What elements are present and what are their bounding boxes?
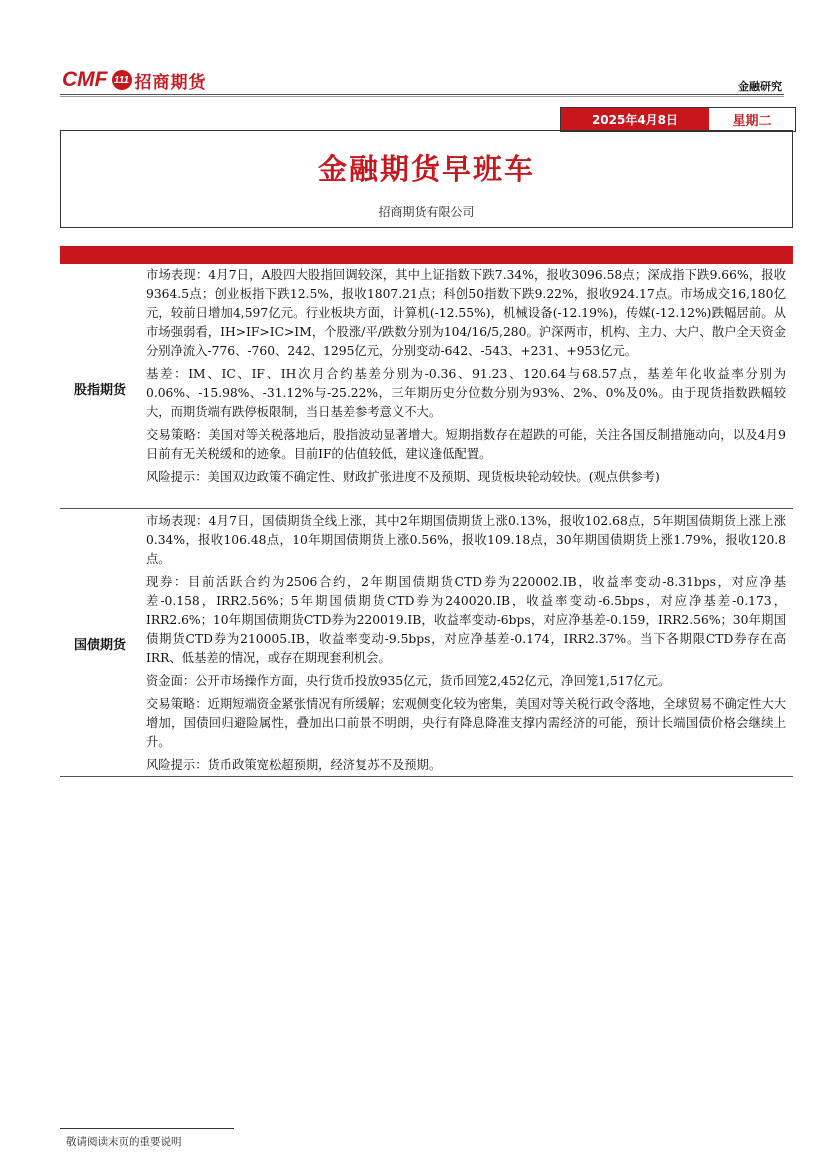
paragraph-market-performance: 市场表现：4月7日，国债期货全线上涨，其中2年期国债期货上涨0.13%，报收102.68点，5年期国债期货上涨上涨0.34%，报收106.48点，10年期国债期货上涨0.56%，报收109.18点，30年期国债期货上涨1.79%，报收120.8点。	[146, 514, 786, 566]
header-rule	[60, 94, 784, 95]
report-title: 金融期货早班车	[317, 152, 535, 186]
report-weekday: 星期二	[709, 108, 795, 131]
paragraph-trading-strategy: 交易策略：近期短端资金紧张情况有所缓解；宏观侧变化较为密集，美国对等关税行政令落地，全球贸易不确定性大大增加，国债回归避险属性，叠加出口前景不明朗，央行有降息降准支撑内需经济的可能，预计长端国债价格会继续上升。	[146, 697, 786, 749]
title-box	[60, 130, 793, 228]
section-divider-bottom	[60, 776, 793, 777]
section-divider	[60, 508, 793, 509]
paragraph-trading-strategy: 交易策略：美国对等关税落地后，股指波动显著增大。短期指数存在超跌的可能，关注各国反制措施动向，以及4月9日前有无关税缓和的迹象。目前IF的估值较低，建议逢低配置。	[146, 428, 786, 461]
logo-text-en: CMF	[62, 68, 108, 91]
logo-emblem-icon: 111	[112, 70, 132, 90]
footer-disclaimer-note: 敬请阅读末页的重要说明	[66, 1136, 182, 1148]
logo-text-cn: 招商期货	[134, 72, 207, 93]
section-content-stock-index-futures	[146, 266, 786, 491]
section-label-stock-index-futures: 股指期货	[73, 383, 126, 398]
company-name: 招商期货有限公司	[378, 205, 475, 219]
company-logo	[62, 66, 207, 94]
paragraph-spot-bonds: 现券：目前活跃合约为2506合约，2年期国债期货CTD券为220002.IB，收益率变动-8.31bps，对应净基差-0.158，IRR2.56%；5年期国债期货CTD券为240020.IB，收益率变动-6.5bps，对应净基差-0.173，IRR2.6%；10年期国债期货CTD券为220019.IB，收益率变动-6bps，对应净基差-0.159，IRR2.56%；30年期国债期货CTD券为210005.IB，收益率变动-9.5bps，对应净基差-0.174，IRR2.37%。当下各期限CTD券存在高IRR、低基差的情况，或存在期现套利机会。	[146, 575, 786, 665]
section-label-treasury-futures: 国债期货	[73, 638, 126, 653]
section-header-band	[60, 246, 793, 264]
header-rule-secondary	[60, 96, 784, 97]
paragraph-risk-warning: 风险提示：货币政策宽松超预期，经济复苏不及预期。	[146, 758, 442, 772]
paragraph-risk-warning: 风险提示：美国双边政策不确定性、财政扩张进度不及预期、现货板块轮动较快。(观点供参考)	[146, 470, 660, 484]
paragraph-market-performance: 市场表现：4月7日，A股四大股指回调较深，其中上证指数下跌7.34%，报收3096.58点；深成指下跌9.66%，报收9364.5点；创业板指下跌12.5%，报收1807.21点；科创50指数下跌9.22%，报收924.17点。市场成交16,180亿元，较前日增加4,597亿元。行业板块方面，计算机(-12.55%)，机械设备(-12.19%)，传媒(-12.12%)跌幅居前。从市场强弱看，IH>IF>IC>IM，个股涨/平/跌数分别为104/16/5,280。沪深两市，机构、主力、大户、散户全天资金分别净流入-776、-760、242、1295亿元，分别变动-642、-543、+231、+953亿元。	[146, 268, 786, 358]
date-bar	[560, 107, 796, 132]
department-label: 金融研究	[738, 80, 782, 93]
report-date: 2025年4月8日	[561, 108, 709, 131]
paragraph-basis: 基差：IM、IC、IF、IH次月合约基差分别为-0.36、91.23、120.64与68.57点，基差年化收益率分别为0.06%、-15.98%、-31.12%与-25.22%，三年期历史分位数分别为93%、2%、0%及0%。由于现货指数跌幅较大，而期货端有跌停板限制，当日基差参考意义不大。	[146, 367, 786, 419]
paragraph-liquidity: 资金面：公开市场操作方面，央行货币投放935亿元，货币回笼2,452亿元，净回笼1,517亿元。	[146, 674, 671, 688]
footer-rule	[60, 1128, 234, 1129]
section-content-treasury-futures	[146, 512, 786, 779]
